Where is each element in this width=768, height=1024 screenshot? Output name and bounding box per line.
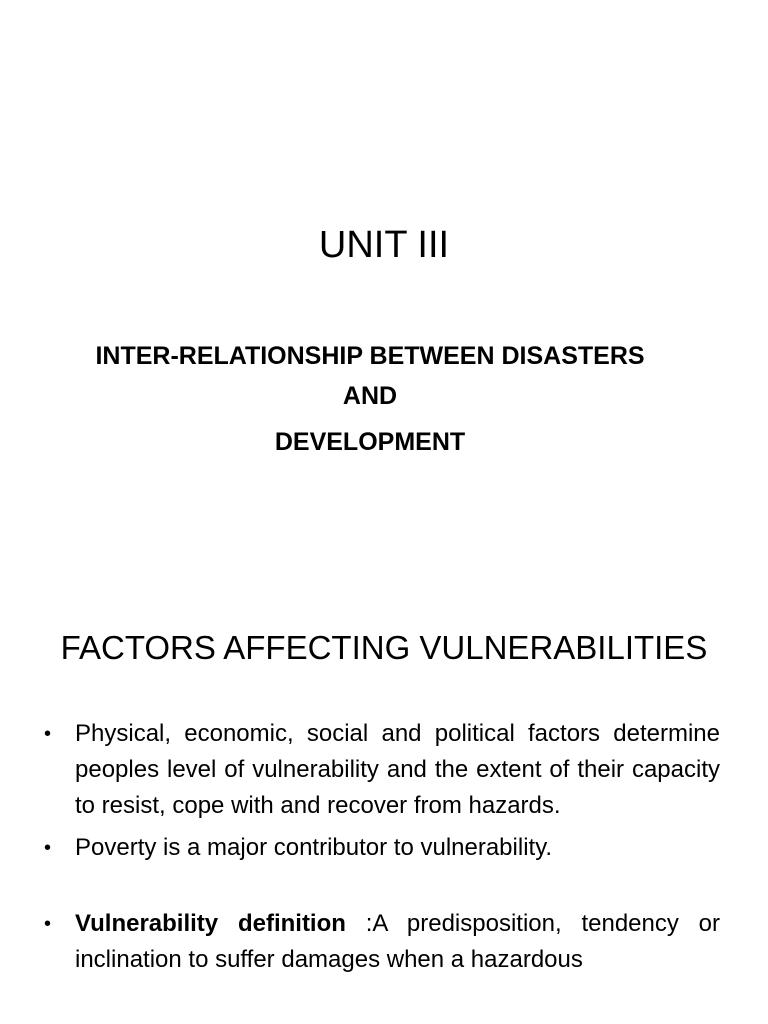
unit-subtitle xyxy=(40,336,700,462)
definition-text: :A predisposition, tendency or inclination to suffer damages when a hazardous xyxy=(75,910,721,973)
factors-title: FACTORS AFFECTING VULNERABILITIES xyxy=(60,629,708,666)
subtitle-line-1: INTER-RELATIONSHIP BETWEEN DISASTERS xyxy=(95,342,645,370)
bullet-list xyxy=(40,716,720,978)
subtitle-line-2: AND xyxy=(342,382,398,410)
slide-factors xyxy=(0,512,768,1024)
definition-term: Vulnerability definition xyxy=(75,910,346,937)
bullet-text: Poverty is a major contributor to vulnerability. xyxy=(75,834,553,861)
bullet-icon: • xyxy=(44,913,52,935)
unit-title: UNIT III xyxy=(318,224,450,266)
bullet-item-vulnerability-definition xyxy=(40,906,720,978)
bullet-text: Physical, economic, social and political factors determine peoples level of vulnerability and the extent of their capacity to resist, cope with and recover from hazards. xyxy=(75,720,720,819)
bullet-item-poverty xyxy=(40,830,720,866)
bullet-icon: • xyxy=(44,723,52,745)
bullet-icon: • xyxy=(44,837,52,859)
bullet-item-physical-factors xyxy=(40,716,720,824)
subtitle-line-3: DEVELOPMENT xyxy=(274,428,466,456)
